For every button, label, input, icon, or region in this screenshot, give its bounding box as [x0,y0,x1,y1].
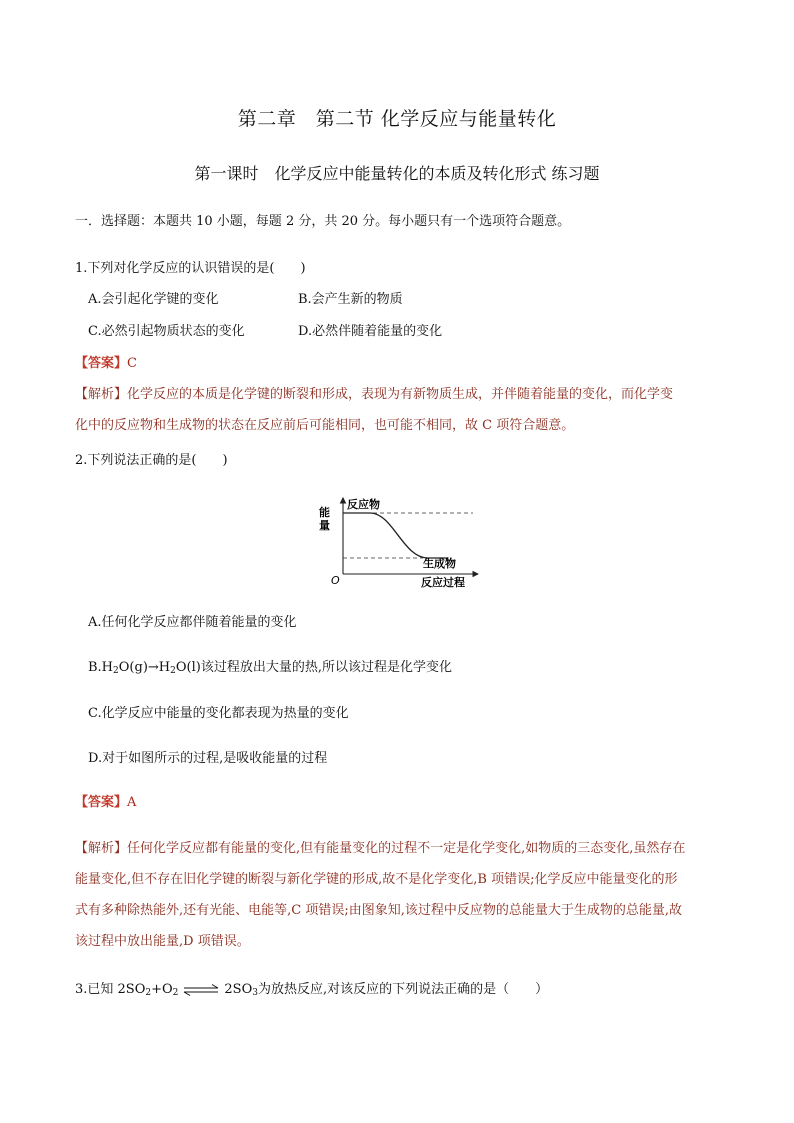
q3-product: 2SO [224,982,253,997]
q1-answer [75,354,137,374]
q2-option-b-suffix: O(l)该过程放出大量的热,所以该过程是化学变化 [175,660,452,675]
origin-label: O [331,574,340,587]
answer-tag: 【答案】 [75,795,128,810]
q2-stem: 2.下列说法正确的是( ) [75,453,228,468]
x-axis-label: 反应过程 [421,576,465,588]
q1-analysis-line-2: 化中的反应物和生成物的状态在反应前后可能相同，也可能不相同，故 C 项符合题意。 [75,418,575,433]
q3-sub2: 2 [172,988,179,998]
q3-sub3: 3 [252,988,258,998]
reactant-label: 反应物 [347,498,380,511]
q2-option-c: C.化学反应中能量的变化都表现为热量的变化 [88,706,349,721]
analysis-tag: 【解析】 [75,841,128,856]
q2-analysis-line-2: 能量变化,但不存在旧化学键的断裂与新化学键的形成,故不是化学变化,B 项错误;化学反应中能量变化的形 [75,872,678,887]
q1-option-b: B.会产生新的物质 [298,292,403,307]
section-heading: 一．选择题：本题共 10 小题，每题 2 分，共 20 分。每小题只有一个选项符合题意。 [75,214,571,229]
y-axis-label-1: 能 [319,506,330,519]
q2-option-b-prefix: B.H [88,660,114,675]
q2-option-b-sub1: 2 [113,666,119,676]
analysis-tag: 【解析】 [75,387,128,402]
q2-answer [75,793,136,813]
q1-option-d: D.必然伴随着能量的变化 [298,324,443,339]
q3-prefix: 3.已知 2SO [75,982,146,997]
q2-option-b [88,658,452,678]
q2-option-d: D.对于如图所示的过程,是吸收能量的过程 [88,751,328,766]
q2-option-a: A.任何化学反应都伴随着能量的变化 [88,615,297,630]
energy-curve [343,513,448,558]
q1-option-c: C.必然引起物质状态的变化 [88,324,245,339]
q2-analysis-line-3: 式有多种除热能外,还有光能、电能等,C 项错误;由图象知,该过程中反应物的总能量大于生成物的总能量,故 [75,903,682,918]
equilibrium-arrow-icon [182,984,220,996]
q2-analysis-line-4: 该过程中放出能量,D 项错误。 [75,934,250,949]
page-title: 第二章 第二节 化学反应与能量转化 [237,108,557,130]
q1-answer-value: C [127,356,137,371]
q1-analysis [75,379,725,441]
q2-analysis-line-1: 任何化学反应都有能量的变化,但有能量变化的过程不一定是化学变化,如物质的三态变化,虽然存在 [127,841,686,856]
answer-tag: 【答案】 [75,356,128,371]
q1-stem: 1.下列对化学反应的认识错误的是( ) [75,261,306,276]
product-label: 生成物 [423,557,456,570]
q2-analysis [75,833,735,957]
q3-suffix: 为放热反应,对该反应的下列说法正确的是（ ） [257,982,549,997]
q2-answer-value: A [127,795,137,810]
q3-stem [75,980,548,1000]
q1-option-a: A.会引起化学键的变化 [88,292,219,307]
q2-option-b-sub2: 2 [170,666,176,676]
q3-sub1: 2 [145,988,152,998]
q2-option-b-mid: O(g)→H [118,660,171,675]
y-axis-label-2: 量 [319,519,330,532]
page-subtitle: 第一课时 化学反应中能量转化的本质及转化形式 练习题 [194,164,600,183]
q1-analysis-line-1: 化学反应的本质是化学键的断裂和形成，表现为有新物质生成，并伴随着能量的变化，而化学变 [127,387,674,402]
q3-plus: +O [151,982,173,997]
energy-diagram [318,492,482,588]
